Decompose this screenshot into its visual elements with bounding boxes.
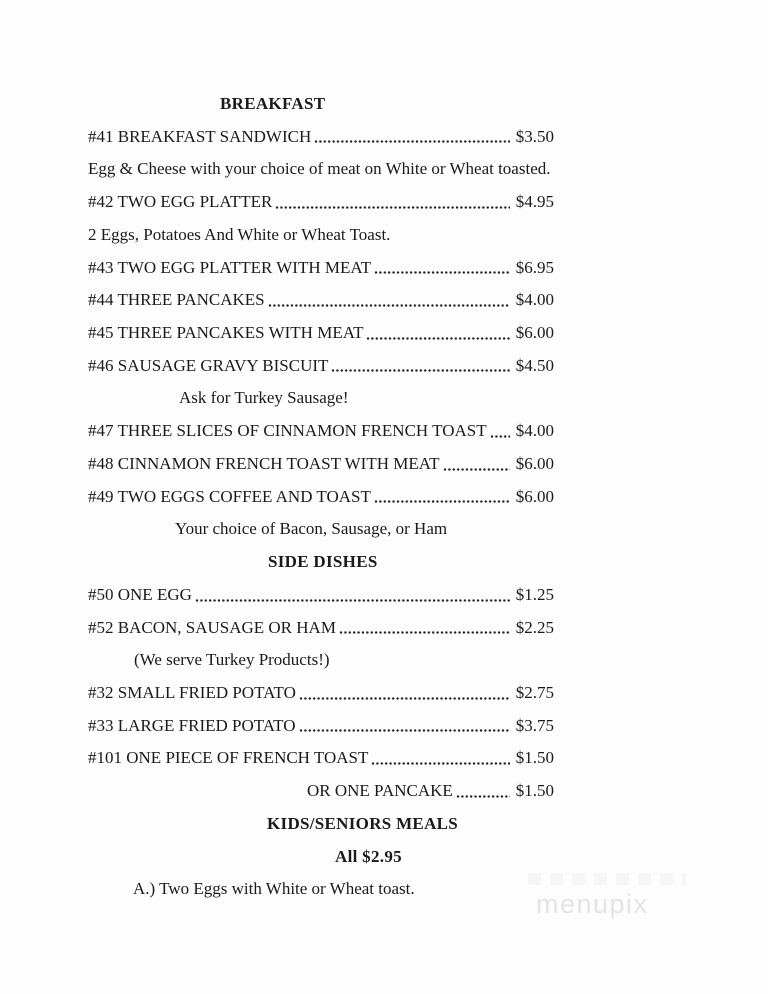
section-heading xyxy=(267,808,554,841)
menu-item-row xyxy=(88,350,554,383)
dot-leader xyxy=(275,206,509,209)
menu-item-price: $1.50 xyxy=(515,781,554,801)
menu-note-text: Ask for Turkey Sausage! xyxy=(179,388,349,408)
section-heading xyxy=(268,546,554,579)
dot-leader xyxy=(331,369,509,372)
menu-note xyxy=(175,513,554,546)
dot-leader xyxy=(299,697,510,700)
menu-body xyxy=(88,0,554,906)
menu-item-row xyxy=(88,252,554,285)
menu-note-text: (We serve Turkey Products!) xyxy=(134,650,330,670)
menu-item-row xyxy=(88,481,554,514)
menu-item-name: #33 LARGE FRIED POTATO xyxy=(88,715,296,735)
dot-leader xyxy=(366,337,509,340)
menu-item-name: #41 BREAKFAST SANDWICH xyxy=(88,126,312,146)
menu-item-row xyxy=(88,579,554,612)
menu-item-name: #52 BACON, SAUSAGE OR HAM xyxy=(88,617,336,637)
menu-item-price: $4.50 xyxy=(515,355,554,375)
menu-note-text: Your choice of Bacon, Sausage, or Ham xyxy=(175,519,448,539)
section-heading-text: All $2.95 xyxy=(335,846,402,866)
dot-leader xyxy=(371,762,509,765)
menu-note-text: 2 Eggs, Potatoes And White or Wheat Toast. xyxy=(88,224,391,244)
menu-item-price: $4.00 xyxy=(515,421,554,441)
menu-item-row xyxy=(88,317,554,350)
menu-item-price: $1.50 xyxy=(515,748,554,768)
menu-item-name: #45 THREE PANCAKES WITH MEAT xyxy=(88,323,364,343)
menu-note xyxy=(88,153,554,186)
menu-item-name: #42 TWO EGG PLATTER xyxy=(88,192,273,212)
menu-item-price: $6.00 xyxy=(515,453,554,473)
menu-item-name: #44 THREE PANCAKES xyxy=(88,290,265,310)
menu-item-row xyxy=(88,186,554,219)
menu-item-row xyxy=(88,710,554,743)
menupix-watermark: menupix xyxy=(536,889,649,919)
menu-item-name: #32 SMALL FRIED POTATO xyxy=(88,682,296,702)
menu-item-name: #46 SAUSAGE GRAVY BISCUIT xyxy=(88,355,329,375)
menu-note xyxy=(179,382,554,415)
menu-item-row xyxy=(88,121,554,154)
section-heading-text: SIDE DISHES xyxy=(268,552,378,572)
menu-item-name: #48 CINNAMON FRENCH TOAST WITH MEAT xyxy=(88,453,440,473)
menu-item-name: #43 TWO EGG PLATTER WITH MEAT xyxy=(88,257,372,277)
menu-item-price: $6.95 xyxy=(515,257,554,277)
menu-item-price: $1.25 xyxy=(515,584,554,604)
faint-scan-artifact xyxy=(528,873,686,885)
menu-item-name: OR ONE PANCAKE xyxy=(307,781,453,801)
menu-item-name: #101 ONE PIECE OF FRENCH TOAST xyxy=(88,748,369,768)
menu-item-price: $2.25 xyxy=(515,617,554,637)
menu-item-name: #47 THREE SLICES OF CINNAMON FRENCH TOAST xyxy=(88,421,487,441)
menu-item-row xyxy=(88,415,554,448)
menu-item-price: $4.95 xyxy=(515,192,554,212)
menu-item-price: $2.75 xyxy=(515,682,554,702)
menu-item-name: #50 ONE EGG xyxy=(88,584,192,604)
menu-item-row xyxy=(88,284,554,317)
menu-note-text: A.) Two Eggs with White or Wheat toast. xyxy=(133,879,415,899)
menu-item-row xyxy=(88,742,554,775)
dot-leader xyxy=(314,140,510,143)
menu-item-name: #49 TWO EGGS COFFEE AND TOAST xyxy=(88,486,371,506)
menu-item-price: $3.75 xyxy=(515,715,554,735)
section-heading xyxy=(335,841,554,874)
menu-item-price: $6.00 xyxy=(515,486,554,506)
dot-leader xyxy=(339,631,510,634)
menu-note xyxy=(134,644,554,677)
dot-leader xyxy=(490,435,510,438)
section-heading xyxy=(220,88,554,121)
menu-note xyxy=(133,873,554,906)
menu-item-price: $4.00 xyxy=(515,290,554,310)
menu-item-row xyxy=(88,677,554,710)
menu-item-price: $3.50 xyxy=(515,126,554,146)
dot-leader xyxy=(195,599,510,602)
menu-item-row xyxy=(88,448,554,481)
menu-item-row xyxy=(88,612,554,645)
dot-leader xyxy=(374,271,510,274)
section-heading-text: KIDS/SENIORS MEALS xyxy=(267,813,459,833)
menu-item-price: $6.00 xyxy=(515,323,554,343)
dot-leader xyxy=(374,500,510,503)
menu-note xyxy=(88,219,554,252)
menu-note-text: Egg & Cheese with your choice of meat on White or Wheat toasted. xyxy=(88,159,551,179)
dot-leader xyxy=(299,729,510,732)
section-heading-text: BREAKFAST xyxy=(220,94,326,113)
menu-item-row xyxy=(307,775,554,808)
dot-leader xyxy=(443,468,510,471)
dot-leader xyxy=(456,795,510,798)
dot-leader xyxy=(268,304,510,307)
